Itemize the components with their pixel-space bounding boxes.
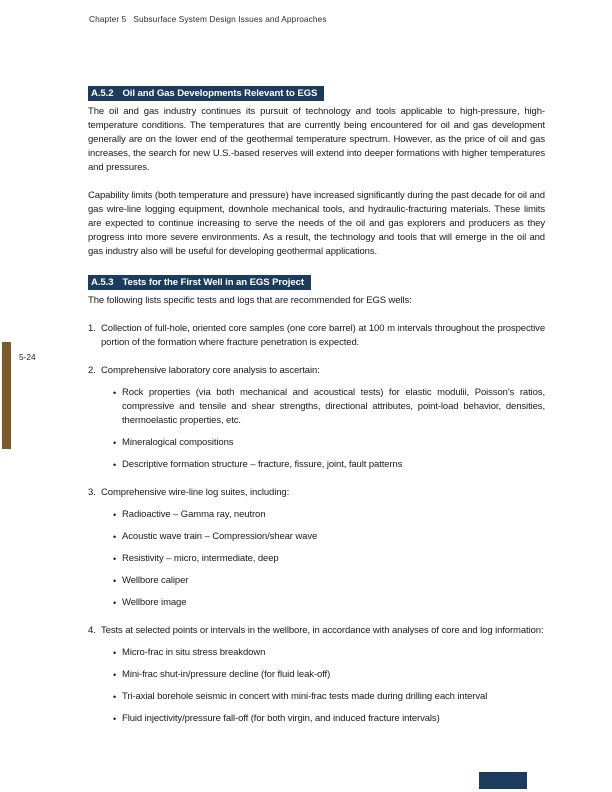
bullet-icon: • xyxy=(113,648,117,658)
running-header xyxy=(89,14,327,24)
list-item-number: 4. xyxy=(88,625,96,636)
section-title: Oil and Gas Developments Relevant to EGS xyxy=(122,88,318,99)
bullet-icon: • xyxy=(113,714,117,724)
section-title-bar xyxy=(88,275,311,290)
bullet-icon: • xyxy=(113,510,117,520)
bullet-text: Fluid injectivity/pressure fall-off (for both virgin, and induced fracture intervals) xyxy=(122,713,440,724)
list-item-text: Collection of full-hole, oriented core samples (one core barrel) at 100 m intervals throughout the prospective portion of the formation where fracture penetration is expected. xyxy=(101,323,545,348)
list-item-number: 1. xyxy=(88,323,96,334)
section-number: A.5.2 xyxy=(91,88,114,99)
footer-tab xyxy=(479,772,527,789)
list-item-text: Comprehensive wire-line log suites, including: xyxy=(101,487,290,498)
chapter-label: Chapter 5 xyxy=(89,14,127,24)
paragraph: The oil and gas industry continues its pursuit of technology and tools applicable to high-pressure, high-temperature conditions. The temperatures that are currently being encountered for oil and gas development generally are on the lower end of the geothermal temperature spectrum. However, as the price of oil and gas increases, the search for new U.S.-based reserves will extend into deeper formations with higher temperatures and pressures. xyxy=(88,106,545,173)
bullet-item xyxy=(113,552,545,566)
bullet-text: Mineralogical compositions xyxy=(122,437,234,448)
bullet-text: Mini-frac shut-in/pressure decline (for fluid leak-off) xyxy=(122,669,331,680)
bullet-item xyxy=(113,690,545,704)
list-item-4 xyxy=(88,624,545,638)
paragraph: Capability limits (both temperature and pressure) have increased significantly during the past decade for oil and gas wire-line logging equipment, downhole mechanical tools, and hydraulic-fracturing materials. These limits are expected to continue increasing to serve the needs of the oil and gas explorers and producers as they progress into more severe environments. As a result, the technology and tools that will emerge in the oil and gas industry also will be useful for developing geothermal applications. xyxy=(88,190,545,257)
bullet-icon: • xyxy=(113,388,117,398)
section-number: A.5.3 xyxy=(91,277,114,288)
section-title: Tests for the First Well in an EGS Project xyxy=(122,277,304,288)
bullet-text: Wellbore image xyxy=(122,597,187,608)
bullet-text: Tri-axial borehole seismic in concert with mini-frac tests made during drilling each interval xyxy=(122,691,488,702)
bullet-icon: • xyxy=(113,554,117,564)
section-intro: The following lists specific tests and logs that are recommended for EGS wells: xyxy=(88,295,412,306)
section-title-bar xyxy=(88,86,324,101)
list-item-text: Tests at selected points or intervals in the wellbore, in accordance with analyses of core and log information: xyxy=(101,625,544,636)
list-item-text: Comprehensive laboratory core analysis to ascertain: xyxy=(101,365,320,376)
bullet-icon: • xyxy=(113,460,117,470)
margin-bar xyxy=(2,342,11,449)
bullet-text: Rock properties (via both mechanical and acoustical tests) for elastic modulii, Poisson's ratios, compressive and tensile and shear strengths, directional attributes, point-load behavior, densities, thermoelastic properties, etc. xyxy=(122,387,545,426)
page-number: 5-24 xyxy=(19,352,36,362)
chapter-title: Subsurface System Design Issues and Approaches xyxy=(133,14,327,24)
section-a53-header xyxy=(88,275,545,290)
bullet-item xyxy=(113,712,545,726)
bullet-item xyxy=(113,596,545,610)
bullet-icon: • xyxy=(113,438,117,448)
list-item-1 xyxy=(88,322,545,350)
bullet-item xyxy=(113,508,545,522)
bullet-text: Acoustic wave train – Compression/shear wave xyxy=(122,531,318,542)
section-a52-header xyxy=(88,86,545,101)
bullet-icon: • xyxy=(113,532,117,542)
bullet-text: Wellbore caliper xyxy=(122,575,189,586)
bullet-text: Micro-frac in situ stress breakdown xyxy=(122,647,266,658)
bullet-text: Descriptive formation structure – fracture, fissure, joint, fault patterns xyxy=(122,459,403,470)
bullet-icon: • xyxy=(113,576,117,586)
list-item-2 xyxy=(88,364,545,378)
bullet-item xyxy=(113,436,545,450)
list-item-number: 2. xyxy=(88,365,96,376)
content-column xyxy=(88,86,545,726)
bullet-item xyxy=(113,530,545,544)
bullet-icon: • xyxy=(113,692,117,702)
bullet-icon: • xyxy=(113,670,117,680)
list-item-3 xyxy=(88,486,545,500)
bullet-icon: • xyxy=(113,598,117,608)
bullet-item xyxy=(113,646,545,660)
bullet-item xyxy=(113,574,545,588)
bullet-text: Resistivity – micro, intermediate, deep xyxy=(122,553,279,564)
list-item-number: 3. xyxy=(88,487,96,498)
bullet-text: Radioactive – Gamma ray, neutron xyxy=(122,509,266,520)
bullet-item xyxy=(113,458,545,472)
bullet-item xyxy=(113,386,545,428)
bullet-item xyxy=(113,668,545,682)
